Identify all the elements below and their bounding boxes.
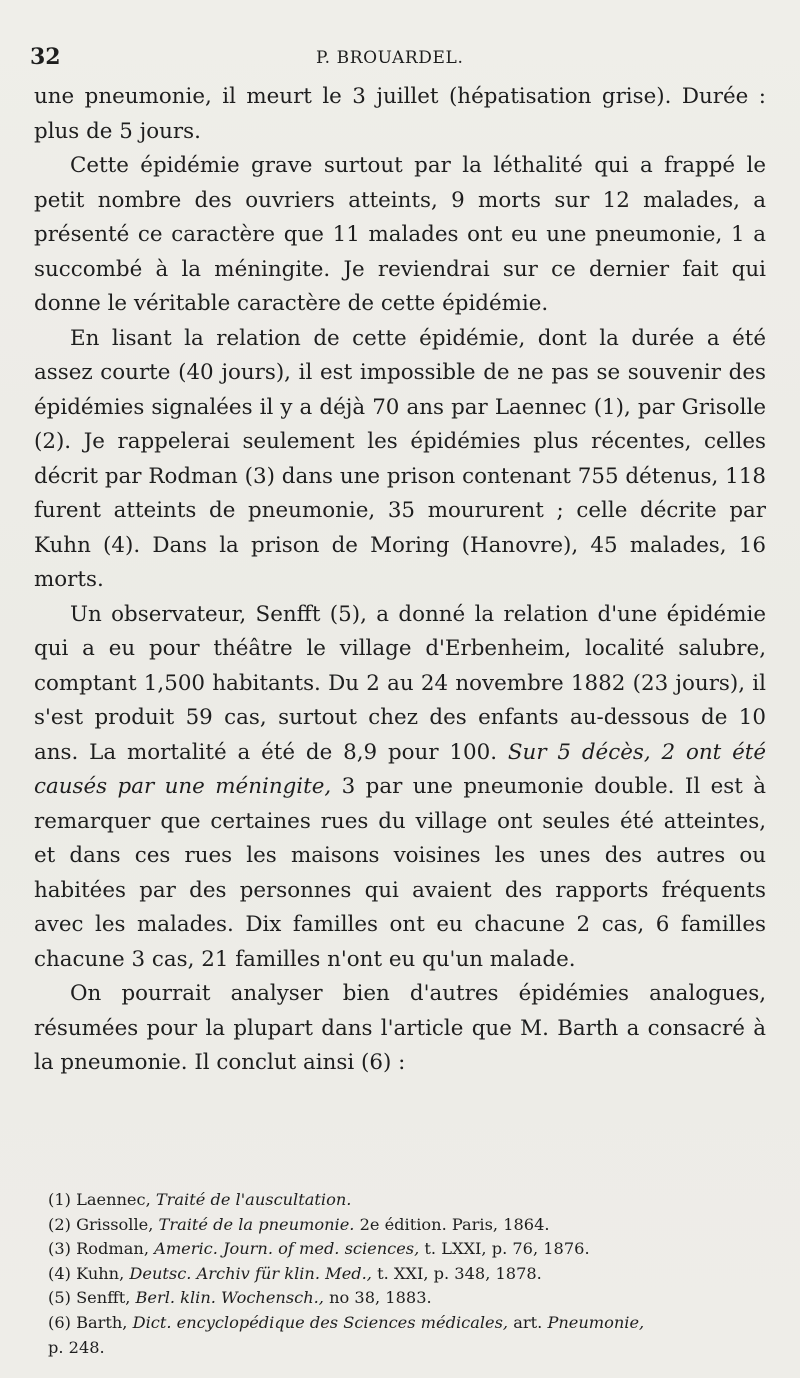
footnote-author: Senfft, (76, 1288, 131, 1308)
footnote (48, 1237, 768, 1262)
paragraph-4 (34, 598, 766, 978)
footnote (48, 1311, 768, 1360)
footnote-rest: 2e édition. Paris, 1864. (359, 1214, 550, 1234)
paragraph-4-italic: Sur 5 décès, 2 ont été causés par une méningite, (34, 739, 766, 799)
paragraph-4-end: 3 par une pneumonie double. Il est à remarquer que certaines rues du village ont seules été atteintes, et dans ces rues les maisons voisines les unes des autres ou habitées par des personnes qui avaient des rapports fréquents avec les malades. Dix familles ont eu chacune 2 cas, 6 familles chacune 3 cas, 21 familles n'ont eu qu'un malade. (34, 774, 766, 972)
footnote-rest-2: p. 248. (48, 1337, 105, 1357)
footnote-number: (5) (48, 1288, 71, 1308)
footnote-number: (3) (48, 1239, 71, 1259)
footnote-number: (6) (48, 1312, 71, 1332)
footnote-title: Dict. encyclopédique des Sciences médicales, (132, 1312, 509, 1332)
footnote-number: (1) (48, 1190, 71, 1209)
footnote-rest: art. (513, 1312, 543, 1332)
paragraph-3: En lisant la relation de cette épidémie, dont la durée a été assez courte (40 jours), il est impossible de ne pas se souvenir des épidémies signalées il y a déjà 70 ans par Laennec (1), par Grisolle (2). Je rappelerai seulement les épidémies plus récentes, celles décrit par Rodman (3) dans une prison contenant 755 détenus, 118 furent atteints de pneumonie, 35 moururent ; celle décrite par Kuhn (4). Dans la prison de Moring (Hanovre), 45 malades, 16 morts. (34, 325, 766, 592)
paragraph-2: Cette épidémie grave surtout par la léthalité qui a frappé le petit nombre des ouvriers atteints, 9 morts sur 12 malades, a présenté ce caractère que 11 malades ont eu une pneumonie, 1 a succombé à la méningite. Je reviendrai sur ce dernier fait qui donne le véritable caractère de cette épidémie. (34, 153, 766, 316)
footnote (48, 1262, 768, 1287)
running-head: P. BROUARDEL. (316, 48, 464, 68)
body-text (34, 80, 766, 1081)
footnote-author: Laennec, (76, 1190, 151, 1209)
paragraph-5: On pourrait analyser bien d'autres épidémies analogues, résumées pour la plupart dans l'article que M. Barth a consacré à la pneumonie. Il conclut ainsi (6) : (34, 981, 766, 1075)
footnote-author: Barth, (76, 1312, 128, 1332)
footnote (48, 1188, 768, 1213)
footnote-author: Kuhn, (76, 1263, 125, 1283)
paragraph-1: une pneumonie, il meurt le 3 juillet (hépatisation grise). Durée : plus de 5 jours. (34, 84, 766, 144)
footnote-title: Berl. klin. Wochensch., (135, 1288, 324, 1308)
footnote-rest: t. XXI, p. 348, 1878. (377, 1263, 542, 1283)
footnote-rest: t. LXXI, p. 76, 1876. (424, 1239, 590, 1259)
footnote-author: Grissolle, (76, 1214, 154, 1234)
footnote-title: Traité de la pneumonie. (158, 1214, 355, 1234)
footnote-rest: no 38, 1883. (329, 1288, 432, 1308)
footnote-title: Traité de l'auscultation. (155, 1190, 352, 1209)
footnote-title: Americ. Journ. of med. sciences, (154, 1239, 420, 1259)
footnote-author: Rodman, (76, 1239, 149, 1259)
paragraph-4-start: Un observateur, Senfft (5), a donné la relation d'une épidémie qui a eu pour théâtre le village d'Erbenheim, localité salubre, comptant 1,500 habitants. Du 2 au 24 novembre 1882 (23 jours), il s'est produit 59 cas, surtout chez des enfants au-dessous de 10 ans. La mortalité a été de 8,9 pour 100. (34, 601, 766, 765)
footnote-title: Deutsc. Archiv für klin. Med., (129, 1263, 372, 1283)
footnote-title-2: Pneumonie, (547, 1312, 645, 1332)
footnotes (48, 1188, 768, 1360)
page-number: 32 (30, 44, 61, 70)
page-header (30, 44, 770, 74)
footnote (48, 1286, 768, 1311)
footnote (48, 1213, 768, 1238)
footnote-number: (2) (48, 1214, 71, 1234)
footnote-number: (4) (48, 1263, 71, 1283)
